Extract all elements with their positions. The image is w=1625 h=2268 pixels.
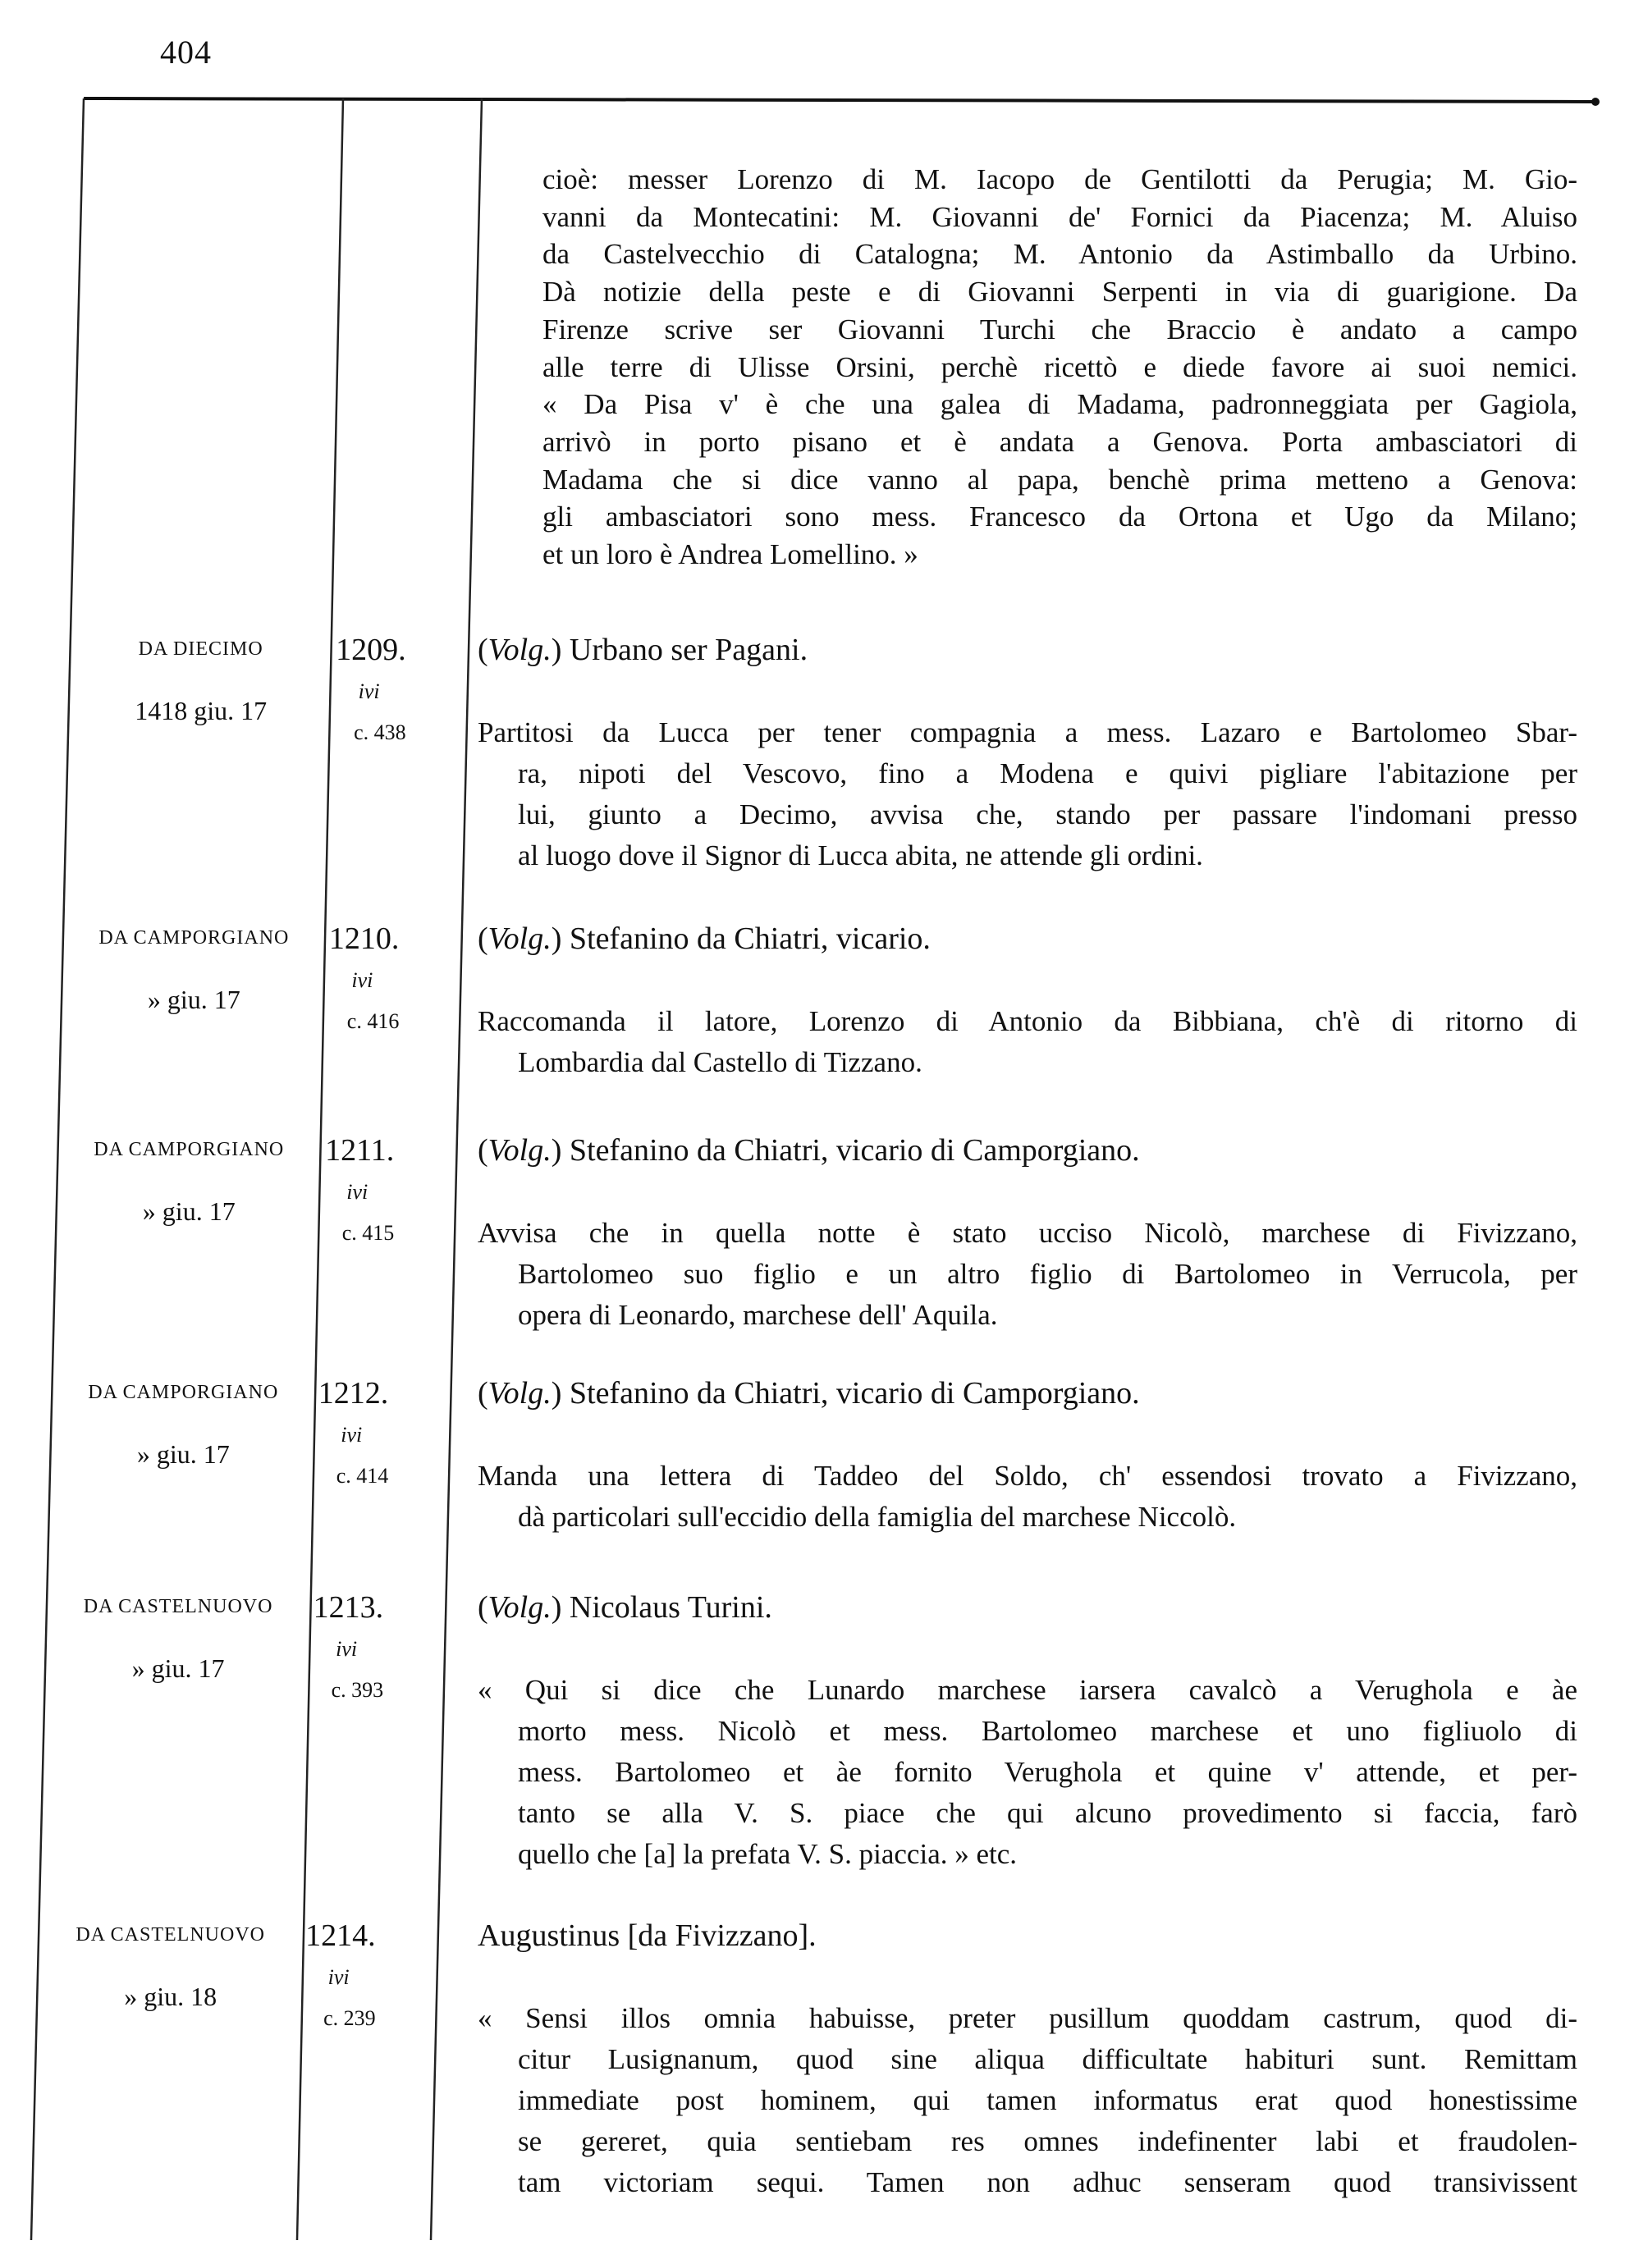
text-line: arrivò in porto pisano et è andata a Genova. Porta ambasciatori di [542, 425, 1577, 458]
entry-summary [478, 1998, 1577, 2203]
text-line: Raccomanda il latore, Lorenzo di Antonio da Bibbiana, ch'è di ritorno di [478, 1005, 1577, 1037]
entry-number: 1212. [318, 1376, 389, 1411]
text-line: « Sensi illos omnia habuisse, preter pusillum quoddam castrum, quod di- [478, 2002, 1577, 2034]
entry-ivi: ivi [327, 1965, 350, 1989]
entry-place: DA CASTELNUOVO [83, 1596, 273, 1617]
text-line: Avvisa che in quella notte è stato ucciso Nicolò, marchese di Fivizzano, [478, 1217, 1577, 1249]
author-name: Urbano ser Pagani. [569, 633, 808, 667]
text-line: et un loro è Andrea Lomellino. » [542, 538, 918, 571]
entry-summary [478, 1456, 1577, 1538]
text-line: ra, nipoti del Vescovo, fino a Modena e quivi pigliare l'abitazione per [518, 757, 1577, 789]
entry-place: DA CAMPORGIANO [88, 1382, 279, 1403]
entry-ivi: ivi [341, 1423, 363, 1447]
volg-label: Volg. [488, 921, 552, 956]
text-line: dà particolari sull'eccidio della famiglia del marchese Niccolò. [518, 1501, 1237, 1533]
text-line: lui, giunto a Decimo, avvisa che, stando per passare l'indomani presso [518, 798, 1577, 830]
text-line: citur Lusignanum, quod sine aliqua difficultate habituri sunt. Remittam [518, 2043, 1577, 2075]
text-line: gli ambasciatori sono mess. Francesco da Ortona et Ugo da Milano; [542, 501, 1577, 533]
entry-summary [478, 1001, 1577, 1083]
page-number: 404 [160, 34, 212, 71]
text-line: da Castelvecchio di Catalogna; M. Antonio da Astimballo da Urbino. [542, 238, 1577, 271]
text-line: cioè: messer Lorenzo di M. Iacopo de Gentilotti da Perugia; M. Gio- [542, 163, 1577, 195]
text-line: Manda una lettera di Taddeo del Soldo, ch' essendosi trovato a Fivizzano, [478, 1460, 1577, 1492]
entry-number: 1210. [328, 921, 400, 956]
text-line: Lombardia dal Castello di Tizzano. [518, 1046, 922, 1078]
text-line: « Da Pisa v' è che una galea di Madama, padronneggiata per Gagiola, [542, 388, 1577, 421]
entry-ivi: ivi [336, 1637, 358, 1661]
entry-place: DA DIECIMO [138, 638, 263, 660]
entry-date: » giu. 17 [131, 1653, 225, 1683]
text-line: « Qui si dice che Lunardo marchese iarsera cavalcò a Verughola e àe [478, 1674, 1577, 1706]
volg-label: Volg. [488, 1590, 552, 1625]
entry-date: 1418 giu. 17 [135, 696, 268, 725]
entry-number: 1214. [305, 1918, 376, 1953]
entry-folio: c. 393 [331, 1678, 384, 1702]
author-name: Stefanino da Chiatri, vicario di Camporgiano. [569, 1376, 1140, 1411]
entry-summary [478, 712, 1577, 876]
entry-date: » giu. 17 [142, 1196, 236, 1226]
number-column-rule [431, 98, 482, 2240]
author-name: Stefanino da Chiatri, vicario. [569, 921, 931, 956]
entry-author: (Volg.) Stefanino da Chiatri, vicario di Camporgiano. [478, 1376, 1140, 1411]
entry-ivi: ivi [358, 679, 380, 703]
entry-number: 1211. [325, 1133, 395, 1168]
left-column-rule [31, 98, 84, 2240]
entry-date: » giu. 17 [147, 985, 240, 1014]
entry-date: » giu. 17 [136, 1439, 230, 1469]
entry-place: DA CAMPORGIANO [94, 1139, 285, 1160]
entry-date: » giu. 18 [124, 1982, 217, 2011]
text-line: opera di Leonardo, marchese dell' Aquila. [518, 1299, 998, 1331]
entry-place: DA CASTELNUOVO [76, 1924, 265, 1946]
entry-ivi: ivi [346, 1180, 368, 1204]
rule-end-dot [1591, 98, 1600, 106]
entry-folio: c. 239 [323, 2006, 376, 2030]
text-line: Firenze scrive ser Giovanni Turchi che Braccio è andato a campo [542, 313, 1577, 345]
text-line: vanni da Montecatini: M. Giovanni de' Fornici da Piacenza; M. Aluiso [542, 200, 1577, 233]
entry-folio: c. 416 [346, 1009, 400, 1033]
entry-number: 1213. [313, 1590, 384, 1625]
text-line: alle terre di Ulisse Orsini, perchè ricettò e diede favore ai suoi nemici. [542, 350, 1577, 383]
entry-place: DA CAMPORGIANO [98, 927, 290, 949]
entry-folio: c. 415 [341, 1221, 395, 1245]
entry-summary [478, 1670, 1577, 1875]
text-line: immediate post hominem, qui tamen informatus erat quod honestissime [518, 2084, 1577, 2116]
text-line: tanto se alla V. S. piace che qui alcuno provedimento si faccia, farò [518, 1797, 1577, 1829]
entry-number: 1209. [336, 633, 406, 667]
text-line: mess. Bartolomeo et àe fornito Verughola et quine v' attende, et per- [518, 1756, 1577, 1788]
volg-label: Volg. [488, 1133, 552, 1168]
entry-folio: c. 438 [354, 720, 406, 744]
entry-summary [478, 1213, 1577, 1336]
author-name: Stefanino da Chiatri, vicario di Camporgiano. [569, 1133, 1140, 1168]
text-line: Partitosi da Lucca per tener compagnia a mess. Lazaro e Bartolomeo Sbar- [478, 716, 1577, 748]
text-line: Madama che si dice vanno al papa, benchè prima metteno a Genova: [542, 463, 1577, 496]
entry-author [478, 1918, 817, 1954]
entry-folio: c. 414 [336, 1464, 389, 1488]
text-line: se gereret, quia sentiebam res omnes indefinenter labi et fraudolen- [518, 2125, 1577, 2157]
text-line: quello che [a] la prefata V. S. piaccia. » etc. [518, 1838, 1018, 1870]
text-line: al luogo dove il Signor di Lucca abita, ne attende gli ordini. [518, 839, 1203, 871]
entry-ivi: ivi [351, 968, 373, 992]
top-rule [84, 98, 1592, 102]
volg-label: Volg. [488, 1376, 552, 1411]
text-line: morto mess. Nicolò et mess. Bartolomeo marchese et uno figliuolo di [518, 1715, 1577, 1747]
entry-author: (Volg.) Stefanino da Chiatri, vicario. [478, 921, 931, 956]
continued-summary [542, 161, 1577, 574]
author-name: Nicolaus Turini. [569, 1590, 772, 1625]
author-name: Augustinus [da Fivizzano]. [478, 1918, 817, 1953]
volg-label: Volg. [488, 633, 552, 667]
text-line: Dà notizie della peste e di Giovanni Serpenti in via di guarigione. Da [542, 276, 1577, 309]
entry-author: (Volg.) Urbano ser Pagani. [478, 633, 808, 667]
entry-author: (Volg.) Nicolaus Turini. [478, 1590, 772, 1625]
entry-author: (Volg.) Stefanino da Chiatri, vicario di Camporgiano. [478, 1133, 1140, 1168]
text-line: tam victoriam sequi. Tamen non adhuc senseram quod transivissent [518, 2166, 1577, 2198]
text-line: Bartolomeo suo figlio e un altro figlio di Bartolomeo in Verrucola, per [518, 1258, 1577, 1290]
